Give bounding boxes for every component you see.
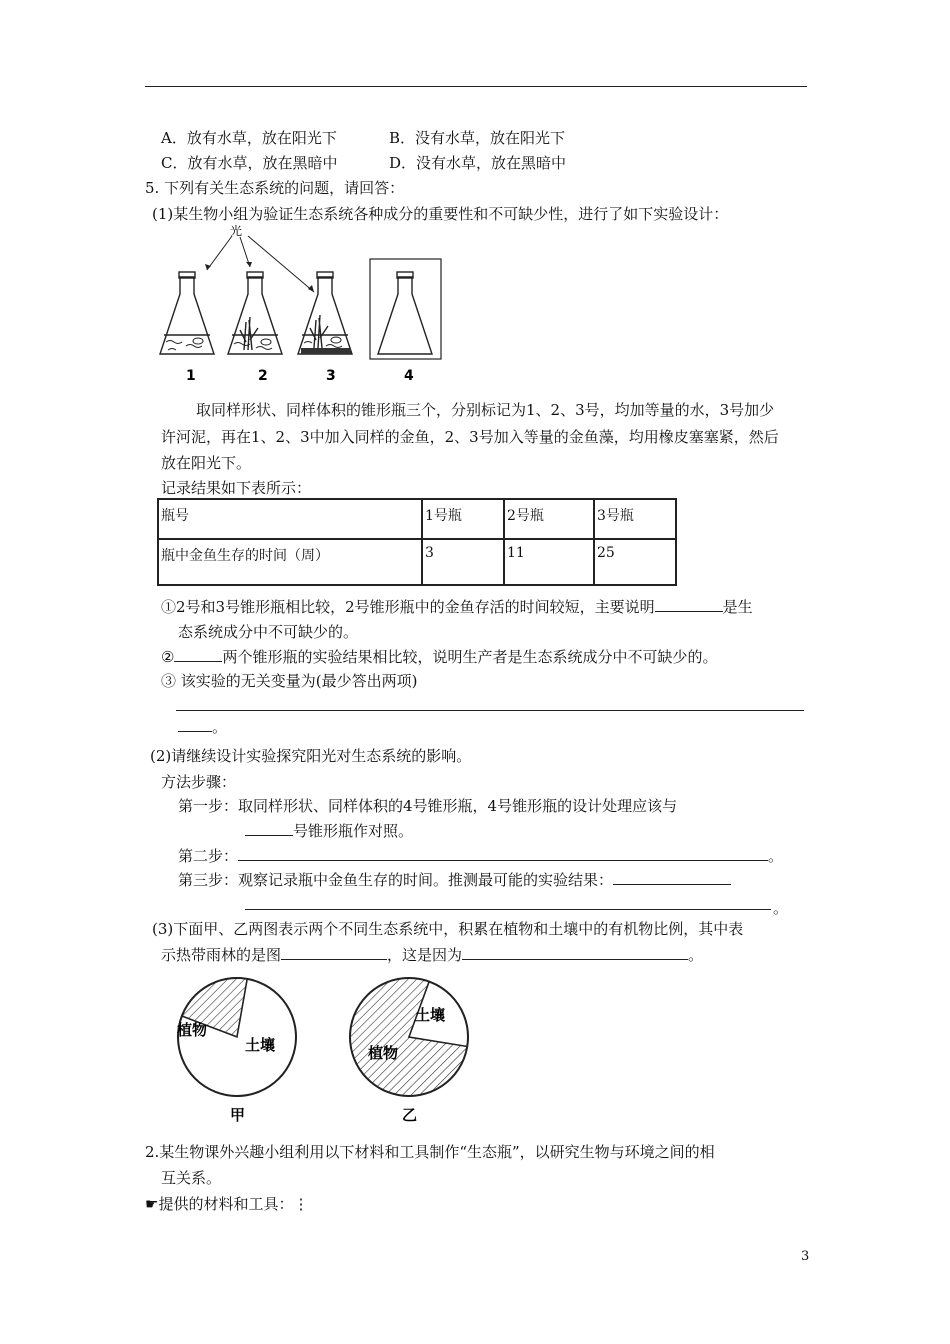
table-cell: 11 xyxy=(504,539,594,585)
q5-part2-intro: (2)请继续设计实验探究阳光对生态系统的影响。 xyxy=(150,747,472,765)
step-1-line2: 号锥形瓶作对照。 xyxy=(245,820,413,841)
flask-3 xyxy=(298,277,352,354)
answer-line[interactable] xyxy=(245,909,771,910)
option-d: D．没有水草，放在黑暗中 xyxy=(389,154,567,172)
table-header: 瓶号 xyxy=(158,499,422,539)
answer-blank[interactable] xyxy=(178,717,212,732)
flask-label-3: 3 xyxy=(326,368,336,384)
sub-question-2: ② 两个锥形瓶的实验结果相比较，说明生产者是生态系统成分中不可缺少的。 xyxy=(161,648,718,666)
answer-blank[interactable] xyxy=(238,846,768,861)
pie-a-soil-label: 土壤 xyxy=(245,1036,276,1054)
flask-label-2: 2 xyxy=(258,368,268,384)
hand-pointer-icon: ☛ xyxy=(145,1195,159,1213)
table-header: 1号瓶 xyxy=(422,499,504,539)
q2-line2: 互关系。 xyxy=(161,1169,222,1187)
table-cell: 25 xyxy=(594,539,676,585)
option-b: B．没有水草，放在阳光下 xyxy=(389,129,566,147)
q5-part3-line2: 示热带雨林的是图 ，这是因为 。 xyxy=(161,946,704,964)
q5-part3-line1: (3)下面甲、乙两图表示两个不同生态系统中，积累在植物和土壤中的有机物比例，其中表 xyxy=(152,920,744,938)
q2-line1: 2.某生物课外兴趣小组利用以下材料和工具制作“生态瓶”，以研究生物与环境之间的相 xyxy=(145,1143,715,1161)
table-cell: 3 xyxy=(422,539,504,585)
answer-blank[interactable] xyxy=(174,647,222,662)
pie-b-plant-label: 植物 xyxy=(368,1044,399,1062)
answer-blank[interactable] xyxy=(655,597,723,612)
q2-line3: ☛提供的材料和工具：⋮ xyxy=(145,1195,309,1213)
table-header-row xyxy=(158,499,676,539)
desc-line-3: 放在阳光下。 xyxy=(161,454,252,472)
answer-line[interactable] xyxy=(176,710,804,711)
pie-b-soil-label: 土壤 xyxy=(415,1006,446,1024)
sub-question-3: ③ 该实验的无关变量为(最少答出两项) xyxy=(161,672,418,690)
q5-title: 5. 下列有关生态系统的问题，请回答： xyxy=(145,179,405,197)
sub-question-1-line2: 态系统成分中不可缺少的。 xyxy=(178,623,359,641)
table-header: 3号瓶 xyxy=(594,499,676,539)
answer-blank[interactable] xyxy=(245,821,293,836)
option-a: A．放有水草，放在阳光下 xyxy=(161,129,337,147)
answer-blank[interactable] xyxy=(281,945,387,960)
flask-label-1: 1 xyxy=(186,368,196,384)
table-row xyxy=(158,539,676,585)
step-3: 第三步：观察记录瓶中金鱼生存的时间。推测最可能的实验结果： xyxy=(178,869,731,890)
desc-line-1: 取同样形状、同样体积的锥形瓶三个，分别标记为1、2、3号，均加等量的水，3号加少 xyxy=(196,401,775,419)
option-c: C．放有水草，放在黑暗中 xyxy=(161,154,338,172)
desc-line-2: 许河泥，再在1、2、3中加入同样的金鱼，2、3号加入等量的金鱼藻，均用橡皮塞塞紧，然后 xyxy=(161,428,779,446)
step-2: 第二步： 。 xyxy=(178,847,784,865)
answer-blank[interactable] xyxy=(462,945,688,960)
q5-part1-intro: (1)某生物小组为验证生态系统各种成分的重要性和不可缺少性，进行了如下实验设计： xyxy=(152,205,729,223)
table-row-label: 瓶中金鱼生存的时间（周） xyxy=(158,539,422,585)
pie-a-plant-label: 植物 xyxy=(177,1021,208,1039)
results-table xyxy=(157,498,677,586)
table-header: 2号瓶 xyxy=(504,499,594,539)
answer-blank[interactable] xyxy=(613,870,731,885)
pie-a-name: 甲 xyxy=(230,1106,246,1124)
pie-chart-a xyxy=(172,975,302,1125)
header-rule xyxy=(145,86,807,87)
step-1-line1: 第一步：取同样形状、同样体积的4号锥形瓶，4号锥形瓶的设计处理应该与 xyxy=(178,797,678,815)
flask-1 xyxy=(160,277,214,354)
method-label: 方法步骤： xyxy=(161,773,237,791)
pie-b-name: 乙 xyxy=(402,1106,418,1124)
step-3-end: 。 xyxy=(773,899,789,917)
sub-question-3-end: 。 xyxy=(178,716,227,737)
flask-figure xyxy=(150,222,450,387)
pie-chart-b xyxy=(344,975,474,1125)
light-label: 光 xyxy=(230,224,243,238)
record-intro: 记录结果如下表所示： xyxy=(161,479,312,497)
sub-question-1: ①2号和3号锥形瓶相比较，2号锥形瓶中的金鱼存活的时间较短，主要说明 是生 xyxy=(161,598,753,616)
flask-4 xyxy=(378,277,432,354)
page-number: 3 xyxy=(801,1249,810,1264)
flask-label-4: 4 xyxy=(404,368,414,384)
